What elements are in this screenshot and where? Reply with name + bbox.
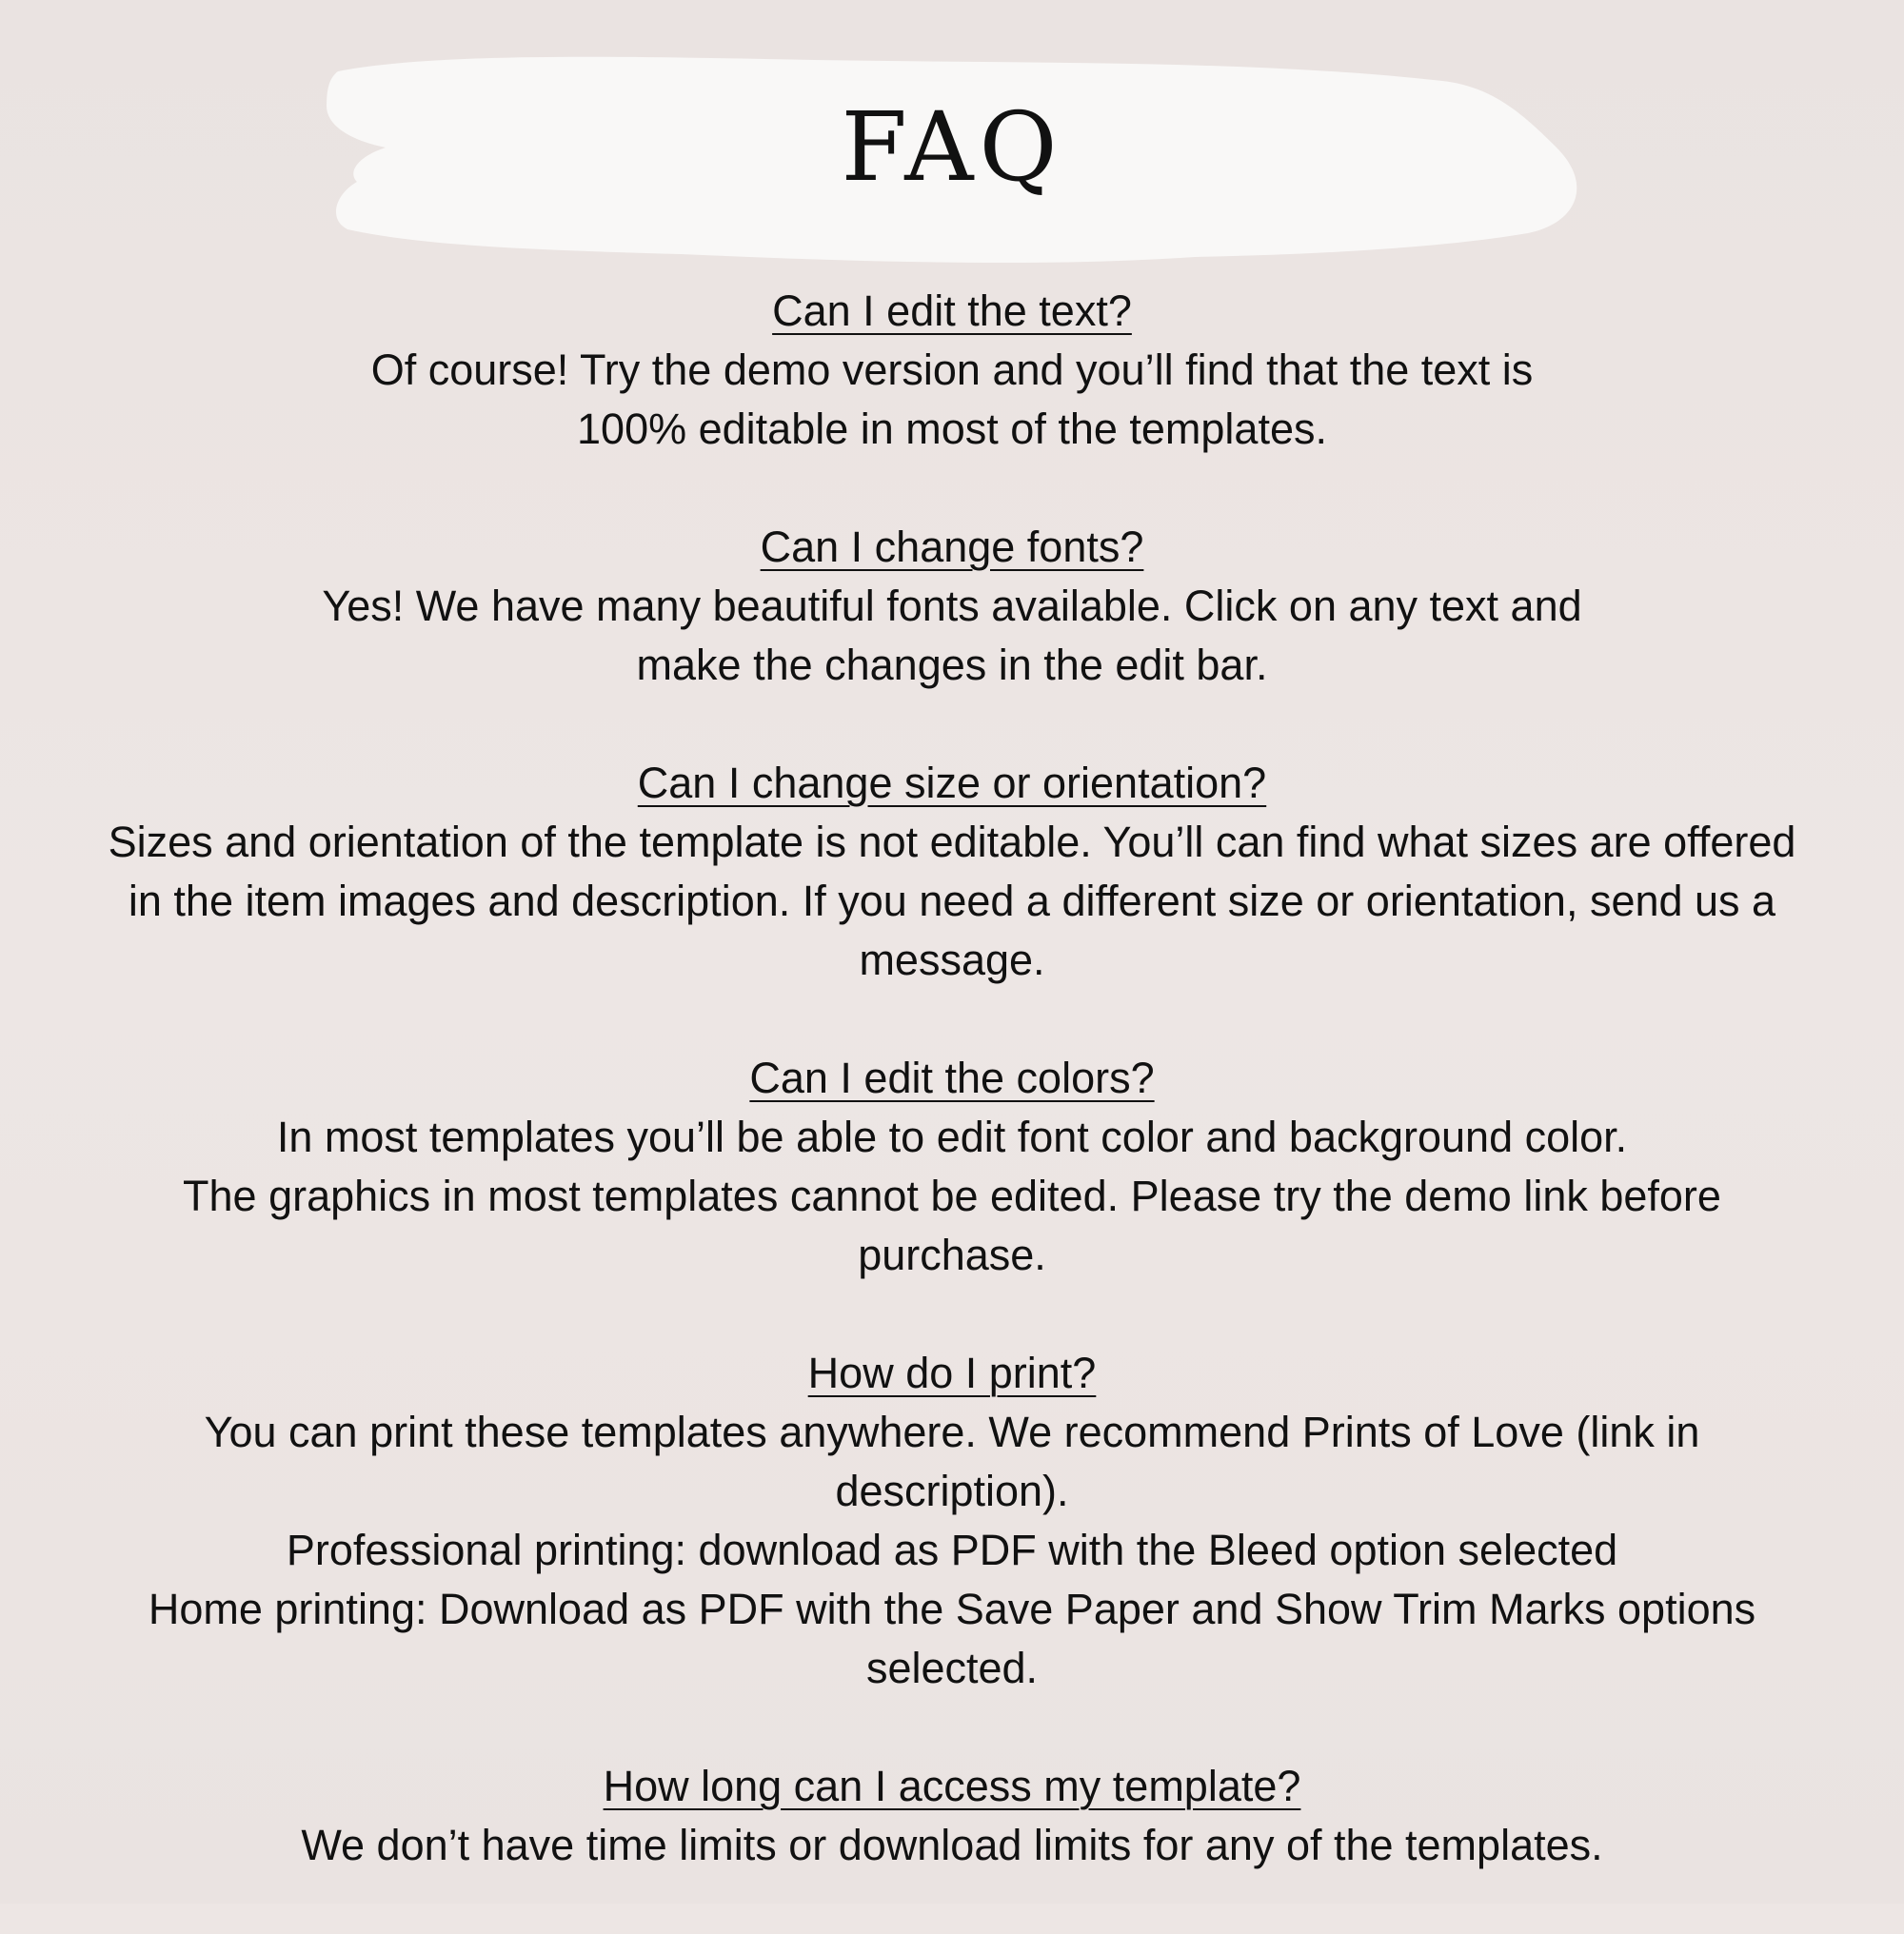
faq-answer bbox=[19, 1403, 1885, 1698]
answer-line: purchase. bbox=[858, 1231, 1046, 1279]
faq-question: How long can I access my template? bbox=[603, 1762, 1301, 1810]
answer-line: make the changes in the edit bar. bbox=[636, 641, 1268, 689]
answer-line: Yes! We have many beautiful fonts available. Click on any text and bbox=[322, 582, 1582, 630]
faq-answer bbox=[19, 577, 1885, 695]
faq-item bbox=[19, 518, 1885, 695]
faq-question: Can I change size or orientation? bbox=[637, 759, 1267, 807]
answer-line: message. bbox=[859, 936, 1045, 984]
answer-line: You can print these templates anywhere. We recommend Prints of Love (link in bbox=[204, 1408, 1700, 1456]
answer-line: Professional printing: download as PDF with the Bleed option selected bbox=[286, 1526, 1618, 1574]
faq-item bbox=[19, 282, 1885, 459]
page-title: FAQ bbox=[841, 91, 1063, 203]
answer-line: description). bbox=[835, 1467, 1069, 1515]
faq-item bbox=[19, 754, 1885, 990]
answer-line: Home printing: Download as PDF with the Save Paper and Show Trim Marks options bbox=[148, 1585, 1756, 1633]
faq-list bbox=[19, 282, 1885, 1934]
answer-line: in the item images and description. If you need a different size or orientation, send us a bbox=[128, 877, 1776, 925]
faq-item bbox=[19, 1757, 1885, 1875]
faq-item bbox=[19, 1049, 1885, 1285]
faq-question: Can I change fonts? bbox=[760, 523, 1144, 571]
answer-line: selected. bbox=[865, 1644, 1039, 1692]
faq-question: Can I edit the text? bbox=[772, 286, 1132, 335]
faq-answer bbox=[19, 341, 1885, 459]
faq-item bbox=[19, 1344, 1885, 1698]
answer-line: Of course! Try the demo version and you’ll find that the text is bbox=[370, 345, 1534, 394]
answer-line: Sizes and orientation of the template is not editable. You’ll can find what sizes are offered bbox=[108, 818, 1796, 866]
answer-line: We don’t have time limits or download limits for any of the templates. bbox=[301, 1821, 1603, 1869]
answer-line: The graphics in most templates cannot be edited. Please try the demo link before bbox=[183, 1172, 1721, 1220]
faq-question: How do I print? bbox=[807, 1349, 1097, 1397]
answer-line: In most templates you’ll be able to edit font color and background color. bbox=[276, 1113, 1628, 1161]
faq-answer bbox=[19, 1816, 1885, 1875]
faq-question: Can I edit the colors? bbox=[749, 1054, 1155, 1102]
faq-answer bbox=[19, 1108, 1885, 1285]
faq-answer bbox=[19, 813, 1885, 990]
answer-line: 100% editable in most of the templates. bbox=[577, 405, 1327, 453]
